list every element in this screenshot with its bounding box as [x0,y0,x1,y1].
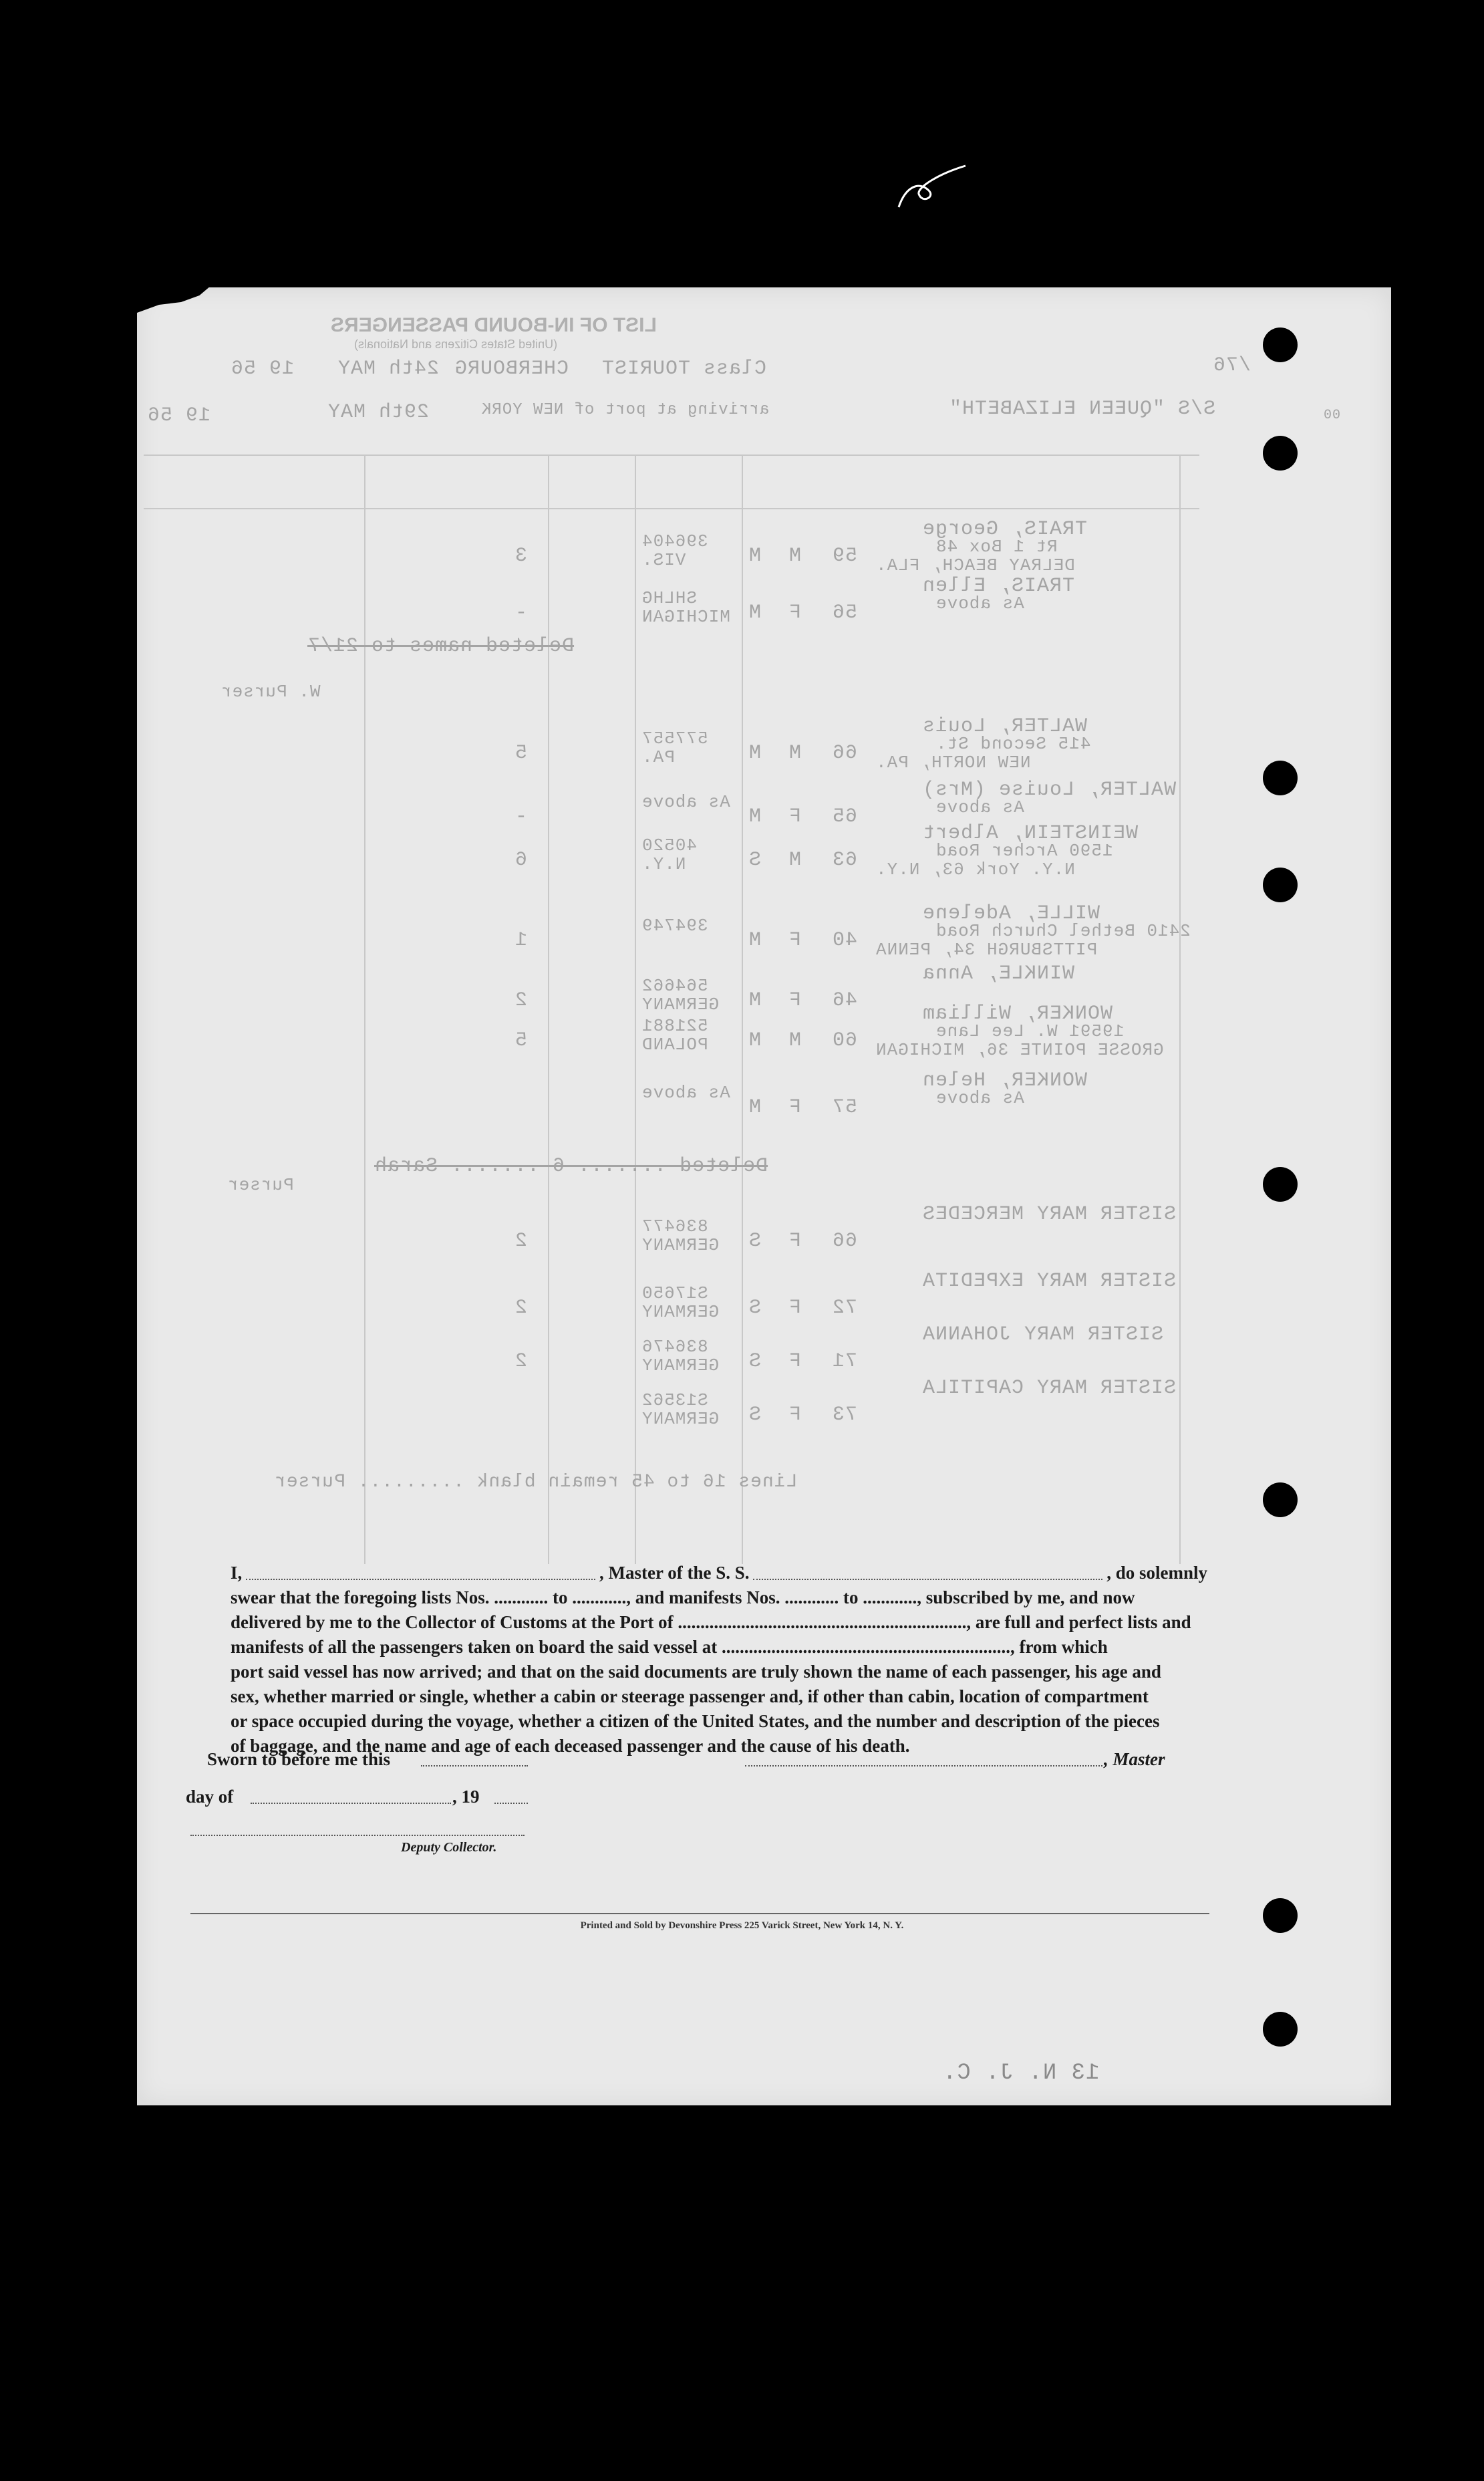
passenger-column: - [514,602,528,624]
passenger-marital: S [748,1297,762,1319]
master-signature-line [745,1765,1102,1767]
passenger-sex: F [788,805,802,828]
day-of-label: day of [186,1787,234,1807]
oath-line-8: of baggage, and the name and age of each deceased passenger and the cause of his death. [231,1736,910,1756]
passenger-document: 836477 [641,1216,708,1236]
oath-line-2: swear that the foregoing lists Nos. ............ to ............, and manifests Nos. ............ to ............, subscribed by me, and now [231,1587,1135,1607]
purser-note: Purser [227,1175,294,1195]
bottom-rule [190,1913,1209,1914]
oath-line-1 [231,1561,1207,1585]
passenger-document: 521881 [641,1016,708,1036]
passenger-document: 396404 [641,531,708,551]
passenger-marital: M [748,1096,762,1119]
punch-hole [1263,2012,1298,2047]
passenger-sex: M [788,545,802,567]
oath-solemnly: , do solemnly [1106,1563,1207,1583]
passenger-column: 1 [514,929,528,952]
from-port: CHERBOURG [454,358,569,380]
struck-entry: Deleted ....... 6 ....... Sarah [374,1155,768,1178]
passenger-place: GERMANY [641,1302,720,1322]
corner-mark: 00 [1323,408,1341,423]
column-rule [742,454,743,1564]
ship-name-blank [753,1561,1102,1580]
passenger-sex: F [788,989,802,1012]
passenger-address-2: N.Y. York 63, N.Y. [875,860,1075,880]
passenger-sex: F [788,1096,802,1119]
sworn-label: Sworn to before me this [207,1749,390,1769]
passenger-age: 66 [832,1230,858,1253]
year-1: 19 56 [231,358,295,380]
passenger-document: 394749 [641,916,708,936]
passenger-name: WONKER, Helen [922,1069,1088,1092]
passenger-sex: F [788,602,802,624]
punch-hole [1263,761,1298,795]
deputy-signature-line [190,1835,525,1836]
passenger-marital: M [748,989,762,1012]
passenger-column: 3 [514,545,528,567]
passenger-sex: M [788,742,802,765]
passenger-column: - [514,805,528,828]
oath-line-5: port said vessel has now arrived; and that on the said documents are truly shown the name of each passenger, his age and [231,1662,1161,1682]
passenger-address-2: GROSSE POINTE 36, MICHIGAN [875,1040,1164,1060]
passenger-marital: S [748,1404,762,1426]
passenger-marital: M [748,805,762,828]
column-rule [548,454,549,1564]
passenger-age: 60 [832,1029,858,1052]
passenger-column: 2 [514,1297,528,1319]
year-2: 19 56 [147,404,211,427]
passenger-age: 65 [832,805,858,828]
passenger-sex: F [788,1404,802,1426]
column-rule [364,454,365,1564]
passenger-document: As above [641,792,730,812]
passenger-age: 46 [832,989,858,1012]
passenger-place: MICHIGAN [641,607,730,627]
passenger-column: 5 [514,742,528,765]
punch-hole [1263,1167,1298,1202]
column-rule [1179,454,1181,1564]
passenger-address-1: 415 Second St. [935,734,1091,754]
passenger-sex: M [788,849,802,872]
passenger-place: GERMANY [641,1235,720,1255]
passenger-name: WONKER, William [922,1003,1113,1025]
page-ref: /76 [1213,354,1251,377]
passenger-place: VIS. [641,550,686,570]
deputy-label: Deputy Collector. [401,1840,497,1855]
passenger-sex: F [788,1350,802,1373]
passenger-column: 2 [514,1230,528,1253]
passenger-name: SISTER MARY CAPITILA [922,1377,1177,1400]
passenger-address-1: Rt 1 Box 48 [935,537,1058,557]
master-label: , Master [1104,1749,1165,1769]
passenger-document: S17650 [641,1283,708,1303]
passenger-address-1: 19591 W. Lee Lane [935,1021,1125,1041]
passenger-age: 40 [832,929,858,952]
punch-hole [1263,1482,1298,1517]
passenger-document: 564662 [641,976,708,996]
arriving-line: arriving at port of NEW YORK [481,401,770,419]
punch-hole [1263,868,1298,902]
form-title: LIST OF IN-BOUND PASSENGERS [331,314,657,336]
ink-scribble [892,160,972,214]
punch-hole [1263,328,1298,362]
footer-mark: 13 N. J. C. [942,2061,1100,2086]
passenger-sex: M [788,1029,802,1052]
passenger-address-1: As above [935,1088,1024,1108]
form-subtitle: (United States Citizens and Nationals) [354,338,558,351]
passenger-address-2: PITTSBURGH 34, PENNA [875,940,1098,960]
printer-imprint: Printed and Sold by Devonshire Press 225 Varick Street, New York 14, N. Y. [580,1920,904,1931]
master-name-blank [246,1561,595,1580]
passenger-name: WALTER, Louise (Mrs) [922,779,1177,801]
passenger-name: TRAIS, George [922,518,1088,541]
passenger-document: 577557 [641,729,708,749]
passenger-sex: F [788,929,802,952]
passenger-sex: F [788,1297,802,1319]
passenger-name: WINKLE, Anna [922,962,1075,985]
passenger-place: POLAND [641,1035,708,1055]
passenger-age: 72 [832,1297,858,1319]
column-rule [635,454,636,1564]
passenger-document: S13562 [641,1390,708,1410]
oath-line-6: sex, whether married or single, whether a cabin or steerage passenger and, if other than cabin, location of compartment [231,1686,1149,1706]
punch-hole [1263,436,1298,471]
passenger-place: GERMANY [641,1409,720,1429]
year-label: , 19 [452,1787,480,1807]
header-rule [144,508,1199,509]
passenger-place: GERMANY [641,1355,720,1376]
arrival-date: 29th MAY [327,401,430,424]
passenger-sex: F [788,1230,802,1253]
passenger-address-1: As above [935,594,1024,614]
passenger-name: SISTER MARY MERCEDES [922,1203,1177,1226]
passenger-name: SISTER MARY EXPEDITA [922,1270,1177,1293]
passenger-age: 57 [832,1096,858,1119]
passenger-place: PA. [641,747,675,767]
passenger-address-2: NEW NORTH, PA. [875,753,1031,773]
oath-i: I, [231,1563,243,1583]
passenger-marital: M [748,929,762,952]
passenger-column: 5 [514,1029,528,1052]
sworn-blank [421,1765,528,1767]
passenger-name: SISTER MARY JOHANNA [922,1323,1164,1346]
oath-line-7: or space occupied during the voyage, whether a citizen of the United States, and the number and description of the pieces [231,1711,1160,1731]
passenger-age: 59 [832,545,858,567]
passenger-age: 63 [832,849,858,872]
oath-master-label: , Master of the S. S. [599,1563,750,1583]
oath-line-3: delivered by me to the Collector of Customs at the Port of ................................................................, are full and perfect lists and [231,1612,1191,1632]
passenger-age: 73 [832,1404,858,1426]
passenger-name: WILLE, Adelene [922,902,1100,925]
oath-paragraph [231,1561,1207,1758]
passenger-marital: S [748,1230,762,1253]
passenger-address-1: 1590 Archer Road [935,841,1113,861]
passenger-column: 2 [514,989,528,1012]
struck-entry: Deleted names to 21/7 [307,635,575,658]
passenger-column: 2 [514,1350,528,1373]
class-line: Class TOURIST [601,358,767,380]
passenger-column: 6 [514,849,528,872]
passenger-document: 836476 [641,1337,708,1357]
passenger-name: WEINSTEIN, Albert [922,822,1139,845]
passenger-marital: M [748,742,762,765]
passenger-age: 71 [832,1350,858,1373]
passenger-marital: S [748,849,762,872]
day-blank [251,1803,451,1804]
passenger-address-2: DELRAY BEACH, FLA. [875,555,1075,575]
passenger-document: As above [641,1083,730,1103]
passenger-marital: M [748,545,762,567]
header-rule [144,454,1199,456]
passenger-marital: S [748,1350,762,1373]
passenger-address-1: 2410 Bethel Church Road [935,921,1191,941]
passenger-place: GERMANY [641,995,720,1015]
passenger-name: TRAIS, Ellen [922,575,1075,598]
passenger-document: 40520 [641,835,698,856]
passenger-marital: M [748,602,762,624]
passenger-age: 56 [832,602,858,624]
oath-line-4: manifests of all the passengers taken on board the said vessel at ................................................................, from which [231,1637,1108,1657]
passenger-age: 66 [832,742,858,765]
passenger-address-1: As above [935,797,1024,817]
passenger-marital: M [748,1029,762,1052]
passenger-place: N.Y. [641,854,686,874]
passenger-document: SHLHG [641,588,698,608]
purser-note: W. Purser [220,682,321,702]
year-blank [494,1803,528,1804]
blank-lines-note: Lines 16 to 45 remain blank ......... Purser [274,1472,798,1492]
sail-date: 24th MAY [337,358,440,380]
manifest-page [137,287,1391,2105]
ship-line: S/S "QUEEN ELIZABETH" [949,398,1216,420]
passenger-name: WALTER, Louis [922,715,1088,738]
